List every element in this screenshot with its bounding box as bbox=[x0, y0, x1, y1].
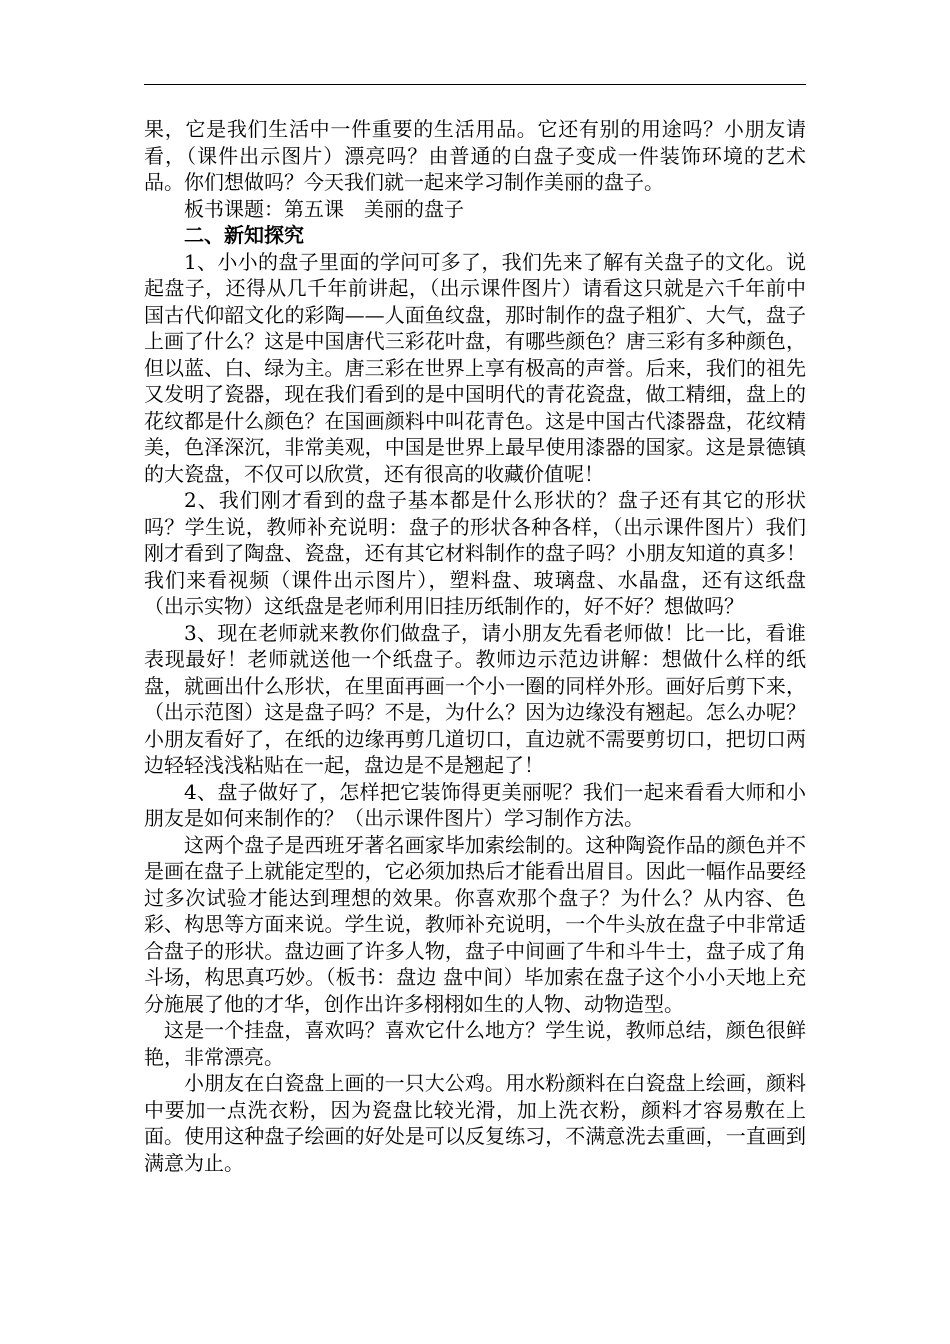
paragraph-step-3: 3、现在老师就来教你们做盘子，请小朋友先看老师做！比一比，看谁表现最好！老师就送他一个纸盘子。教师边示范边讲解：想做什么样的纸盘，就画出什么形状，在里面再画一个小一圈的同样外形。画好后剪下来，（出示范图）这是盘子吗？不是，为什么？因为边缘没有翘起。怎么办呢？小朋友看好了，在纸的边缘再剪几道切口，直边就不需要剪切口，把切口两边轻轻浅浅粘贴在一起，盘边是不是翘起了！ bbox=[144, 620, 806, 777]
document-body bbox=[144, 116, 806, 1176]
board-title-paragraph: 板书课题：第五课 美丽的盘子 bbox=[184, 196, 464, 221]
paragraph-picasso: 这两个盘子是西班牙著名画家毕加索绘制的。这种陶瓷作品的颜色并不是画在盘子上就能定型的，它必须加热后才能看出眉目。因此一幅作品要经过多次试验才能达到理想的效果。你喜欢那个盘子？为什么？从内容、色彩、构思等方面来说。学生说，教师补充说明，一个牛头放在盘子中非常适合盘子的形状。盘边画了许多人物，盘子中间画了牛和斗牛士，盘子成了角斗场，构思真巧妙。（板书：盘边 盘中间）毕加索在盘子这个小小天地上充分施展了他的才华，创作出许多栩栩如生的人物、动物造型。 bbox=[144, 832, 806, 1016]
paragraph-step-2: 2、我们刚才看到的盘子基本都是什么形状的？盘子还有其它的形状吗？学生说，教师补充说明：盘子的形状各种各样，（出示课件图片）我们刚才看到了陶盘、瓷盘，还有其它材料制作的盘子吗？小朋友知道的真多！我们来看视频（课件出示图片），塑料盘、玻璃盘、水晶盘，还有这纸盘（出示实物）这纸盘是老师利用旧挂历纸制作的，好不好？想做吗？ bbox=[144, 488, 806, 618]
paragraph-rooster-plate: 小朋友在白瓷盘上画的一只大公鸡。用水粉颜料在白瓷盘上绘画，颜料中要加一点洗衣粉，因为瓷盘比较光滑，加上洗衣粉，颜料才容易敷在上面。使用这种盘子绘画的好处是可以反复练习，不满意洗去重画，一直画到满意为止。 bbox=[144, 1071, 806, 1175]
header-rule bbox=[144, 84, 806, 85]
paragraph-step-4: 4、盘子做好了，怎样把它装饰得更美丽呢？我们一起来看看大师和小朋友是如何来制作的？（出示课件图片）学习制作方法。 bbox=[144, 779, 806, 830]
paragraph-hanging-plate: 这是一个挂盘，喜欢吗？喜欢它什么地方？学生说，教师总结，颜色很鲜艳，非常漂亮。 bbox=[144, 1018, 806, 1069]
section-heading: 二、新知探究 bbox=[184, 223, 304, 247]
paragraph-intro-continued: 果，它是我们生活中一件重要的生活用品。它还有别的用途吗？小朋友请看，（课件出示图片）漂亮吗？由普通的白盘子变成一件装饰环境的艺术品。你们想做吗？今天我们就一起来学习制作美丽的盘子。 bbox=[144, 117, 806, 194]
paragraph-step-1: 1、小小的盘子里面的学问可多了，我们先来了解有关盘子的文化。说起盘子，还得从几千年前讲起，（出示课件图片）请看这只就是六千年前中国古代仰韶文化的彩陶——人面鱼纹盘，那时制作的盘子粗犷、大气，盘子上画了什么？这是中国唐代三彩花叶盘，有哪些颜色？唐三彩有多种颜色，但以蓝、白、绿为主。唐三彩在世界上享有极高的声誉。后来，我们的祖先又发明了瓷器，现在我们看到的是中国明代的青花瓷盘，做工精细，盘上的花纹都是什么颜色？在国画颜料中叫花青色。这是中国古代漆器盘，花纹精美，色泽深沉，非常美观，中国是世界上最早使用漆器的国家。这是景德镇的大瓷盘，不仅可以欣赏，还有很高的收藏价值呢！ bbox=[144, 249, 806, 486]
